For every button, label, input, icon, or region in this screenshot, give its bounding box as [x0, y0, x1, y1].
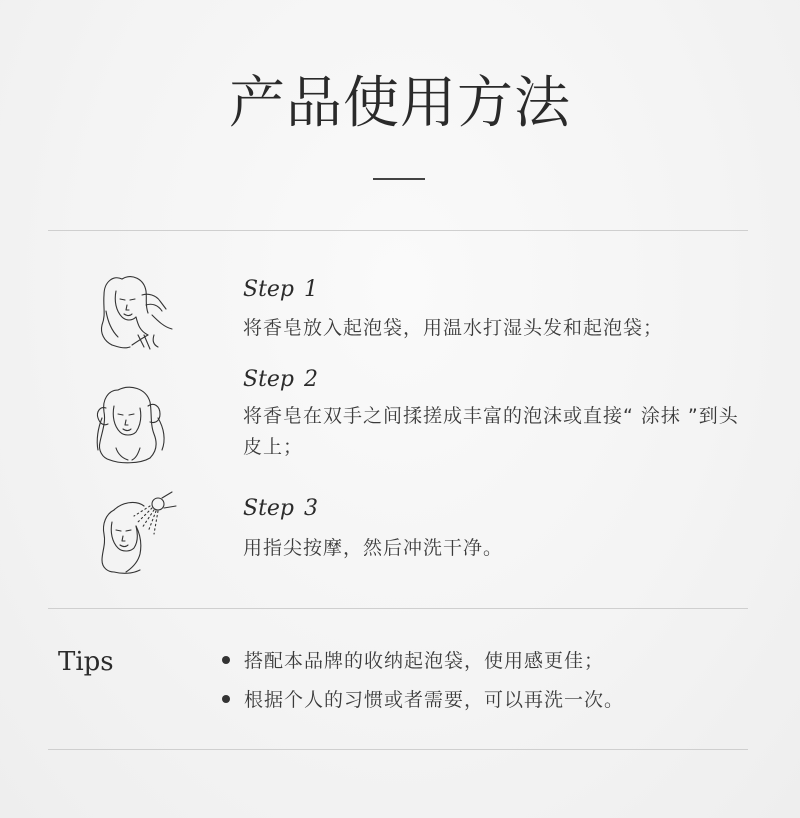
tip-item [222, 686, 624, 714]
page-title: 产品使用方法 [229, 71, 571, 136]
hair-wetting-icon [92, 265, 182, 360]
step-2-label [243, 366, 318, 394]
step-1-word: Step [243, 277, 295, 302]
tips-title: Tips [58, 647, 114, 677]
step-3-word: Step [243, 496, 295, 521]
bottom-divider [48, 749, 748, 750]
hair-lathering-icon [92, 378, 182, 473]
hair-rinsing-icon [92, 488, 182, 583]
bullet-icon [222, 695, 230, 703]
step-2-text: 将香皂在双手之间揉搓成丰富的泡沫或直接“ 涂抹 ”到头皮上； [243, 405, 739, 458]
step-2-number: 2 [304, 367, 319, 392]
top-divider [48, 230, 748, 231]
title-underline [373, 178, 425, 180]
tip-item [222, 647, 604, 675]
step-1-number: 1 [304, 277, 319, 302]
tip-text: 搭配本品牌的收纳起泡袋，使用感更佳； [244, 650, 605, 672]
step-3-label [243, 495, 318, 523]
tip-text: 根据个人的习惯或者需要，可以再洗一次。 [244, 689, 625, 711]
step-1-label [243, 276, 318, 304]
middle-divider [48, 608, 748, 609]
step-2-word: Step [243, 367, 295, 392]
step-3-text: 用指尖按摩，然后冲洗干净。 [243, 537, 504, 559]
step-1-text: 将香皂放入起泡袋，用温水打湿头发和起泡袋； [243, 317, 664, 339]
bullet-icon [222, 656, 230, 664]
step-3-number: 3 [304, 496, 319, 521]
